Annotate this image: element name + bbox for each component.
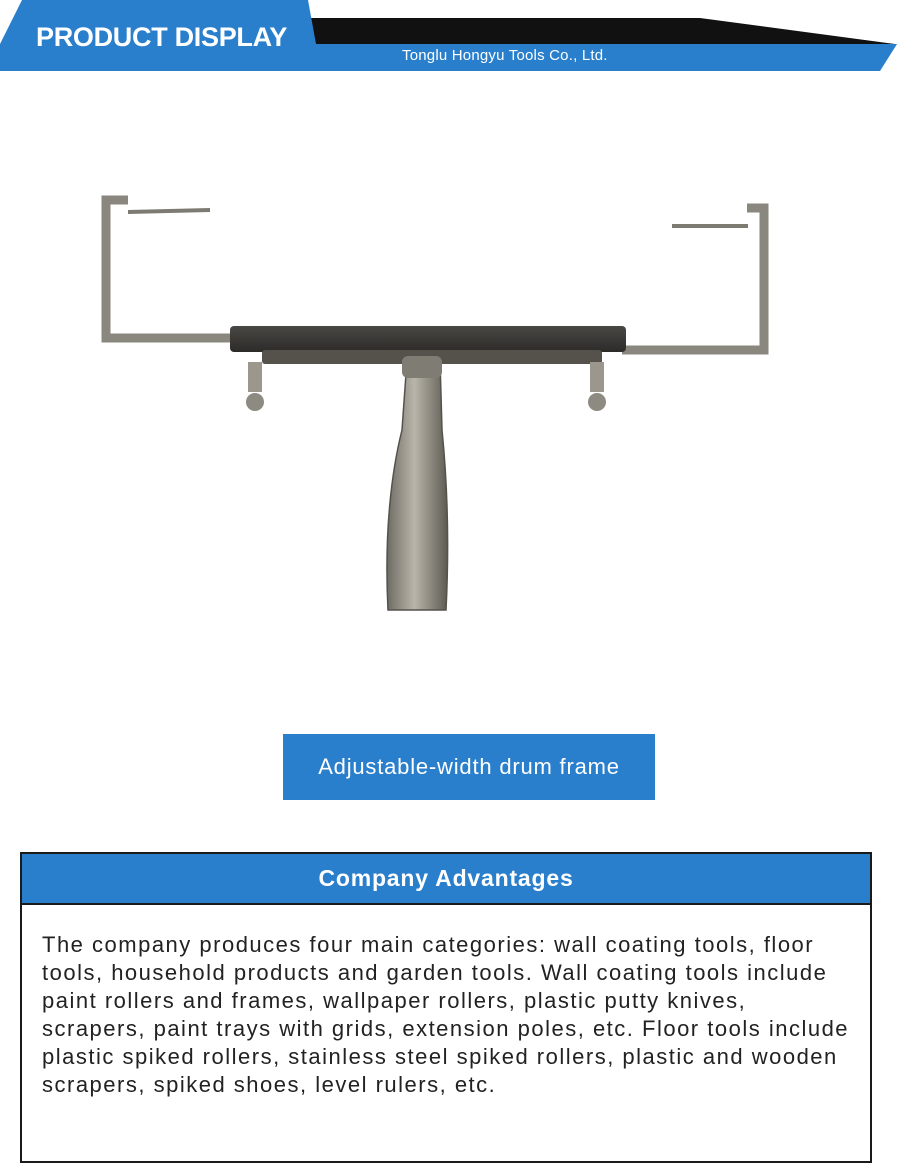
wing-screw-right xyxy=(588,362,606,411)
advantages-text: The company produces four main categories: wall coating tools, floor tools, household products and garden tools. Wall coating tools include paint rollers and frames, wallpaper rollers, plastic putty knives, scrapers, paint trays with grids, extension poles, etc. Floor tools include plastic spiked rollers, stainless steel spiked rollers, plastic and wooden scrapers, spiked shoes, level rulers, etc. xyxy=(42,932,850,1097)
frame-handle xyxy=(387,360,448,610)
banner-dark-band xyxy=(300,18,895,44)
advantages-panel xyxy=(20,852,872,1163)
frame-arm-left xyxy=(106,200,292,338)
left-spindle xyxy=(128,210,210,212)
product-caption: Adjustable-width drum frame xyxy=(283,734,655,800)
company-name: Tonglu Hongyu Tools Co., Ltd. xyxy=(402,47,608,64)
frame-arm-right xyxy=(622,208,764,350)
wing-screw-left xyxy=(246,362,264,411)
page-title: PRODUCT DISPLAY xyxy=(36,22,288,52)
header-banner xyxy=(0,0,897,72)
handle-neck xyxy=(402,356,442,378)
frame-crossbar xyxy=(230,326,626,352)
product-image xyxy=(62,170,812,630)
advantages-title: Company Advantages xyxy=(22,854,870,905)
